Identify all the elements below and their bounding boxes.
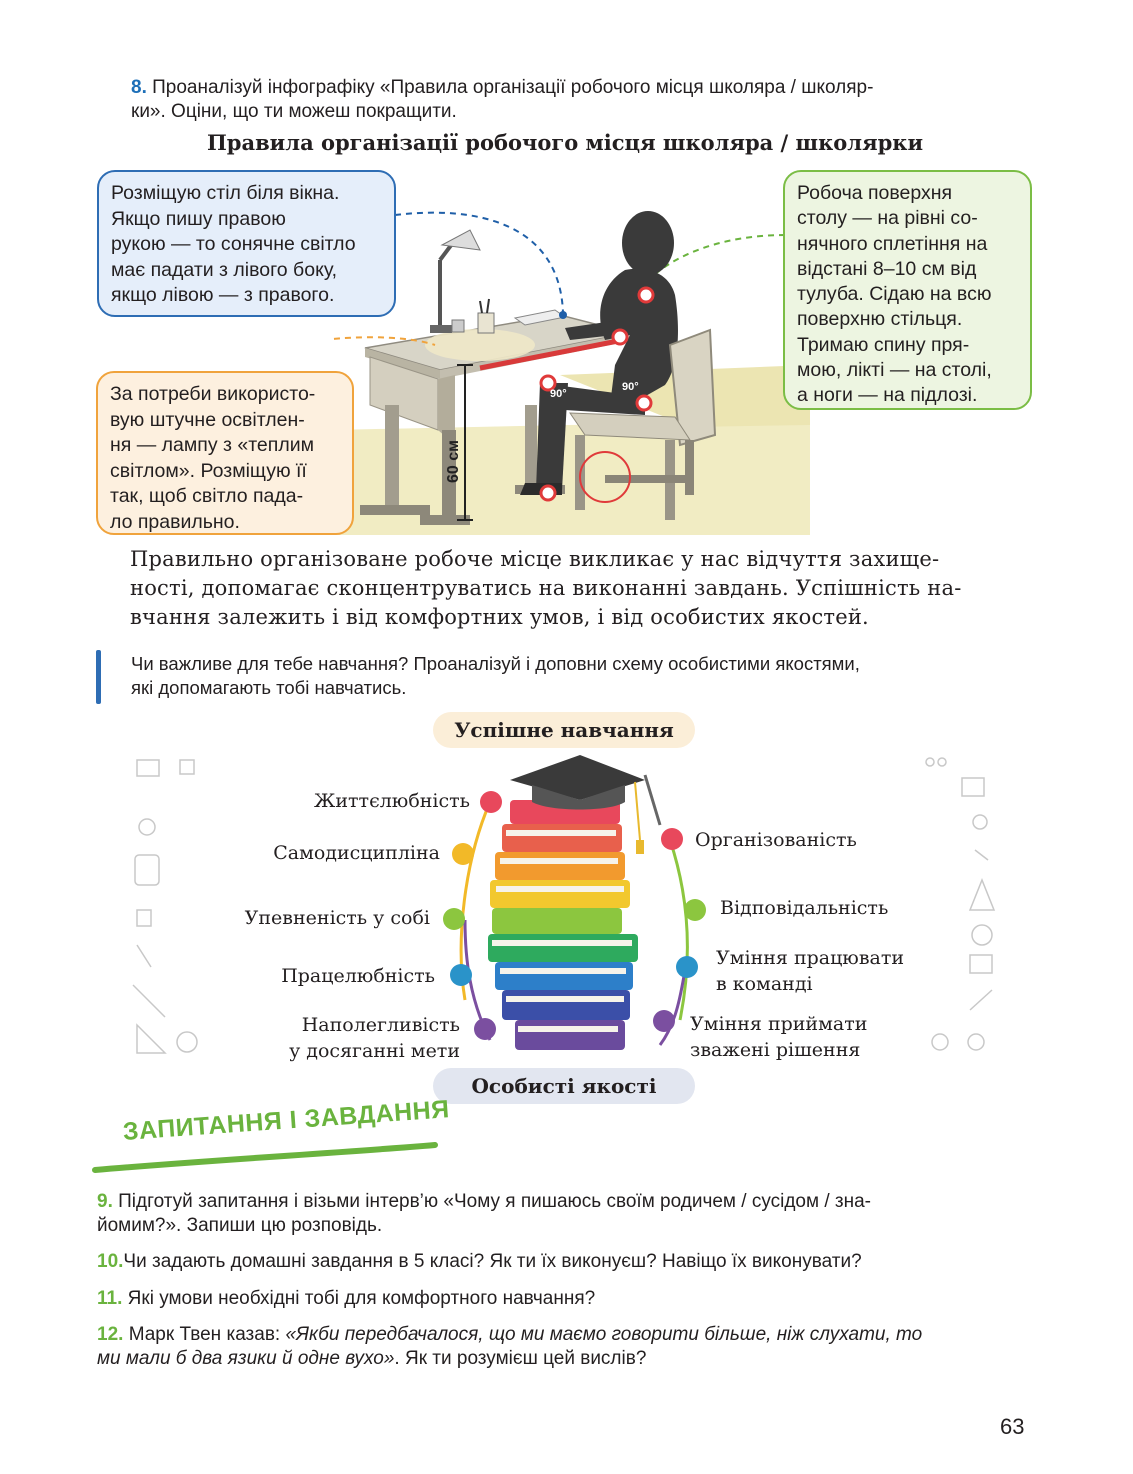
book-green xyxy=(488,934,638,962)
quality-line: в команді xyxy=(716,973,813,995)
paragraph-line: вчання залежить і від комфортних умов, і від особистих якостей. xyxy=(130,605,869,629)
pencil xyxy=(645,775,660,825)
box-line: Робоча поверхня xyxy=(797,182,953,204)
quality-dot xyxy=(661,828,683,850)
task-number: 11. xyxy=(97,1288,123,1309)
sharpener xyxy=(452,320,464,332)
box-line: За потреби використо- xyxy=(110,383,316,405)
task-11 xyxy=(97,1287,1032,1311)
box-line: Розміщую стіл біля вікна. xyxy=(111,182,340,204)
pencil-cup xyxy=(478,313,494,333)
quality-line: Наполегливість xyxy=(301,1014,460,1036)
molecule-doodle-icon xyxy=(926,758,934,766)
box-line: столу — на рівні со- xyxy=(797,207,978,230)
paper-doodle-icon xyxy=(137,910,151,926)
marker-elbow xyxy=(613,330,627,344)
chair-leg xyxy=(685,440,694,495)
task-text: Чи задають домашні завдання в 5 класі? Як ти їх виконуєш? Навіщо їх виконувати? xyxy=(123,1251,862,1272)
prompt-text xyxy=(131,652,1036,700)
prompt-line: Чи важливе для тебе навчання? Проаналізуй і доповни схему особистими якостями, xyxy=(131,653,860,674)
book-blue xyxy=(495,962,633,990)
quality-dot xyxy=(653,1010,675,1032)
task-text: . Як ти розумієш цей вислів? xyxy=(394,1348,647,1369)
quality-line: у досяганні мети xyxy=(289,1040,460,1062)
lamp-light xyxy=(425,329,535,361)
quality-left: Самодисципліна xyxy=(273,842,440,864)
cap-tassel xyxy=(635,782,640,840)
box-line: вую штучне освітлен- xyxy=(110,408,305,431)
scheme-bottom-label: Особисті якості xyxy=(433,1068,695,1104)
quality-dot xyxy=(474,1018,496,1040)
quality-line: Уміння приймати xyxy=(690,1013,868,1035)
task-text: Які умови необхідні тобі для комфортного навчання? xyxy=(127,1288,596,1309)
quality-dot xyxy=(684,899,706,921)
pencil-doodle-icon xyxy=(970,990,992,1010)
numbers-doodle-icon xyxy=(932,1034,948,1050)
apple-doodle-icon xyxy=(972,925,992,945)
box-line: має падати з лівого боку, xyxy=(111,258,338,281)
scroll-doodle-icon xyxy=(135,855,159,885)
quality-dot xyxy=(480,791,502,813)
workplace-illustration xyxy=(330,165,810,535)
quality-dot xyxy=(443,908,465,930)
clock-doodle-icon xyxy=(177,1032,197,1052)
task-8 xyxy=(131,76,1031,124)
task-text: Проаналізуй інфографіку «Правила організації робочого місця школяра / школяр- xyxy=(152,77,874,98)
book-yellow xyxy=(490,880,630,908)
book-lightgreen xyxy=(492,908,622,934)
box-line: Якщо пишу правою xyxy=(111,207,286,230)
rocket-doodle-icon xyxy=(975,850,988,860)
chair-foot xyxy=(605,475,685,483)
box-line: якщо лівою — з правого. xyxy=(111,284,335,306)
angle-label: 90° xyxy=(550,388,567,400)
task-10 xyxy=(97,1250,1032,1274)
quality-left: Життєлюбність xyxy=(314,790,470,812)
marker-shoulder xyxy=(639,288,653,302)
heading-underline xyxy=(95,1145,435,1170)
page-number: 63 xyxy=(1000,1414,1025,1439)
cube-doodle-icon xyxy=(970,955,992,973)
angle-label: 90° xyxy=(622,381,639,393)
quote-text: ми мали б два язики й одне вухо» xyxy=(97,1348,395,1369)
desk-leg xyxy=(525,405,537,490)
book-red-orange xyxy=(502,824,622,852)
task-9 xyxy=(97,1190,1032,1238)
quality-right-decisions xyxy=(690,1011,950,1063)
prompt-line: які допомагають тобі навчатись. xyxy=(131,677,407,698)
quality-line: Уміння працювати xyxy=(716,947,905,969)
task-number: 9. xyxy=(97,1191,113,1212)
box-line: тулуба. Сідаю на всю xyxy=(797,283,992,306)
desk-foot xyxy=(360,505,430,515)
quality-dot xyxy=(676,956,698,978)
marker-foot xyxy=(541,486,555,500)
marker-hip xyxy=(637,396,651,410)
task-text: Підготуй запитання і візьми інтерв’ю «Чому я пишаюсь своїм родичем / сусідом / зна- xyxy=(118,1191,871,1212)
task-12 xyxy=(97,1323,1032,1371)
box-line: відстані 8–10 см від xyxy=(797,257,977,280)
note-doodle-icon xyxy=(180,760,194,774)
quote-text: «Якби передбачалося, що ми маємо говорити більше, ніж слухати, то xyxy=(285,1324,923,1345)
lightbulb-doodle-icon xyxy=(139,819,155,835)
task-number: 8. xyxy=(131,77,147,98)
box-line: мою, лікті — на столі, xyxy=(797,359,992,382)
box-line: рукою — то сонячне світло xyxy=(111,233,356,255)
quality-line: зважені рішення xyxy=(690,1039,861,1061)
paragraph-line: Правильно організоване робоче місце викликає у нас відчуття захище- xyxy=(130,547,940,571)
paragraph-line: ності, допомагає сконцентруватись на виконанні завдань. Успішність на- xyxy=(130,576,962,600)
box-line: Тримаю спину пря- xyxy=(797,333,970,356)
book-indigo xyxy=(502,990,630,1020)
quality-left: Упевненість у собі xyxy=(244,907,430,929)
info-box-surface xyxy=(783,170,1032,410)
task-number: 12. xyxy=(97,1324,124,1345)
chart-doodle-icon xyxy=(137,760,159,776)
chart-doodle-icon xyxy=(962,778,984,796)
task-number: 10. xyxy=(97,1251,124,1272)
book-purple xyxy=(515,1020,625,1050)
box-line: поверхню стільця. xyxy=(797,308,963,331)
doodles-right xyxy=(920,750,1010,1060)
book-orange xyxy=(495,852,625,880)
person-head xyxy=(622,211,674,275)
height-label: 60 см xyxy=(445,440,462,483)
task-text: ки». Оціни, що ти можеш покращити. xyxy=(131,101,457,122)
scheme-arc-right xyxy=(670,840,687,1020)
quality-left-persistence xyxy=(220,1012,460,1064)
prompt-bar xyxy=(96,650,101,704)
desk-leg xyxy=(385,405,399,515)
box-line: нячного сплетіння на xyxy=(797,232,988,255)
task-text: Марк Твен казав: xyxy=(128,1324,281,1345)
info-box-lamp xyxy=(96,371,354,535)
main-paragraph xyxy=(130,545,1035,632)
floor xyxy=(330,420,810,535)
atoms-doodle-icon xyxy=(973,815,987,829)
info-box-window xyxy=(97,170,396,317)
triangle-doodle-icon xyxy=(137,1025,165,1053)
cone-doodle-icon xyxy=(970,880,994,910)
doodles-left xyxy=(125,755,205,1065)
infographic-title: Правила організації робочого місця школяра / школярки xyxy=(206,130,924,155)
box-line: а ноги — на підлозі. xyxy=(797,384,978,407)
lamp-base xyxy=(430,325,452,333)
box-line: світлом». Розміщую її xyxy=(110,459,307,482)
window-leader-line xyxy=(395,213,563,313)
ruler-doodle-icon xyxy=(133,985,165,1017)
box-line: так, щоб світло пада- xyxy=(110,485,304,508)
pencil-doodle-icon xyxy=(137,945,151,967)
scheme-top-label: Успішне навчання xyxy=(433,712,695,748)
box-line: ня — лампу з «теплим xyxy=(110,434,315,457)
section-heading: ЗАПИТАННЯ І ЗАВДАННЯ xyxy=(122,1095,451,1146)
box-line: ло правильно. xyxy=(110,510,240,533)
quality-dot xyxy=(450,964,472,986)
quality-dot xyxy=(452,843,474,865)
quality-left: Працелюбність xyxy=(281,965,435,987)
task-text: йомим?». Запиши цю розповідь. xyxy=(97,1215,383,1236)
quality-right: Організованість xyxy=(695,829,857,851)
quality-right: Відповідальність xyxy=(720,897,889,919)
